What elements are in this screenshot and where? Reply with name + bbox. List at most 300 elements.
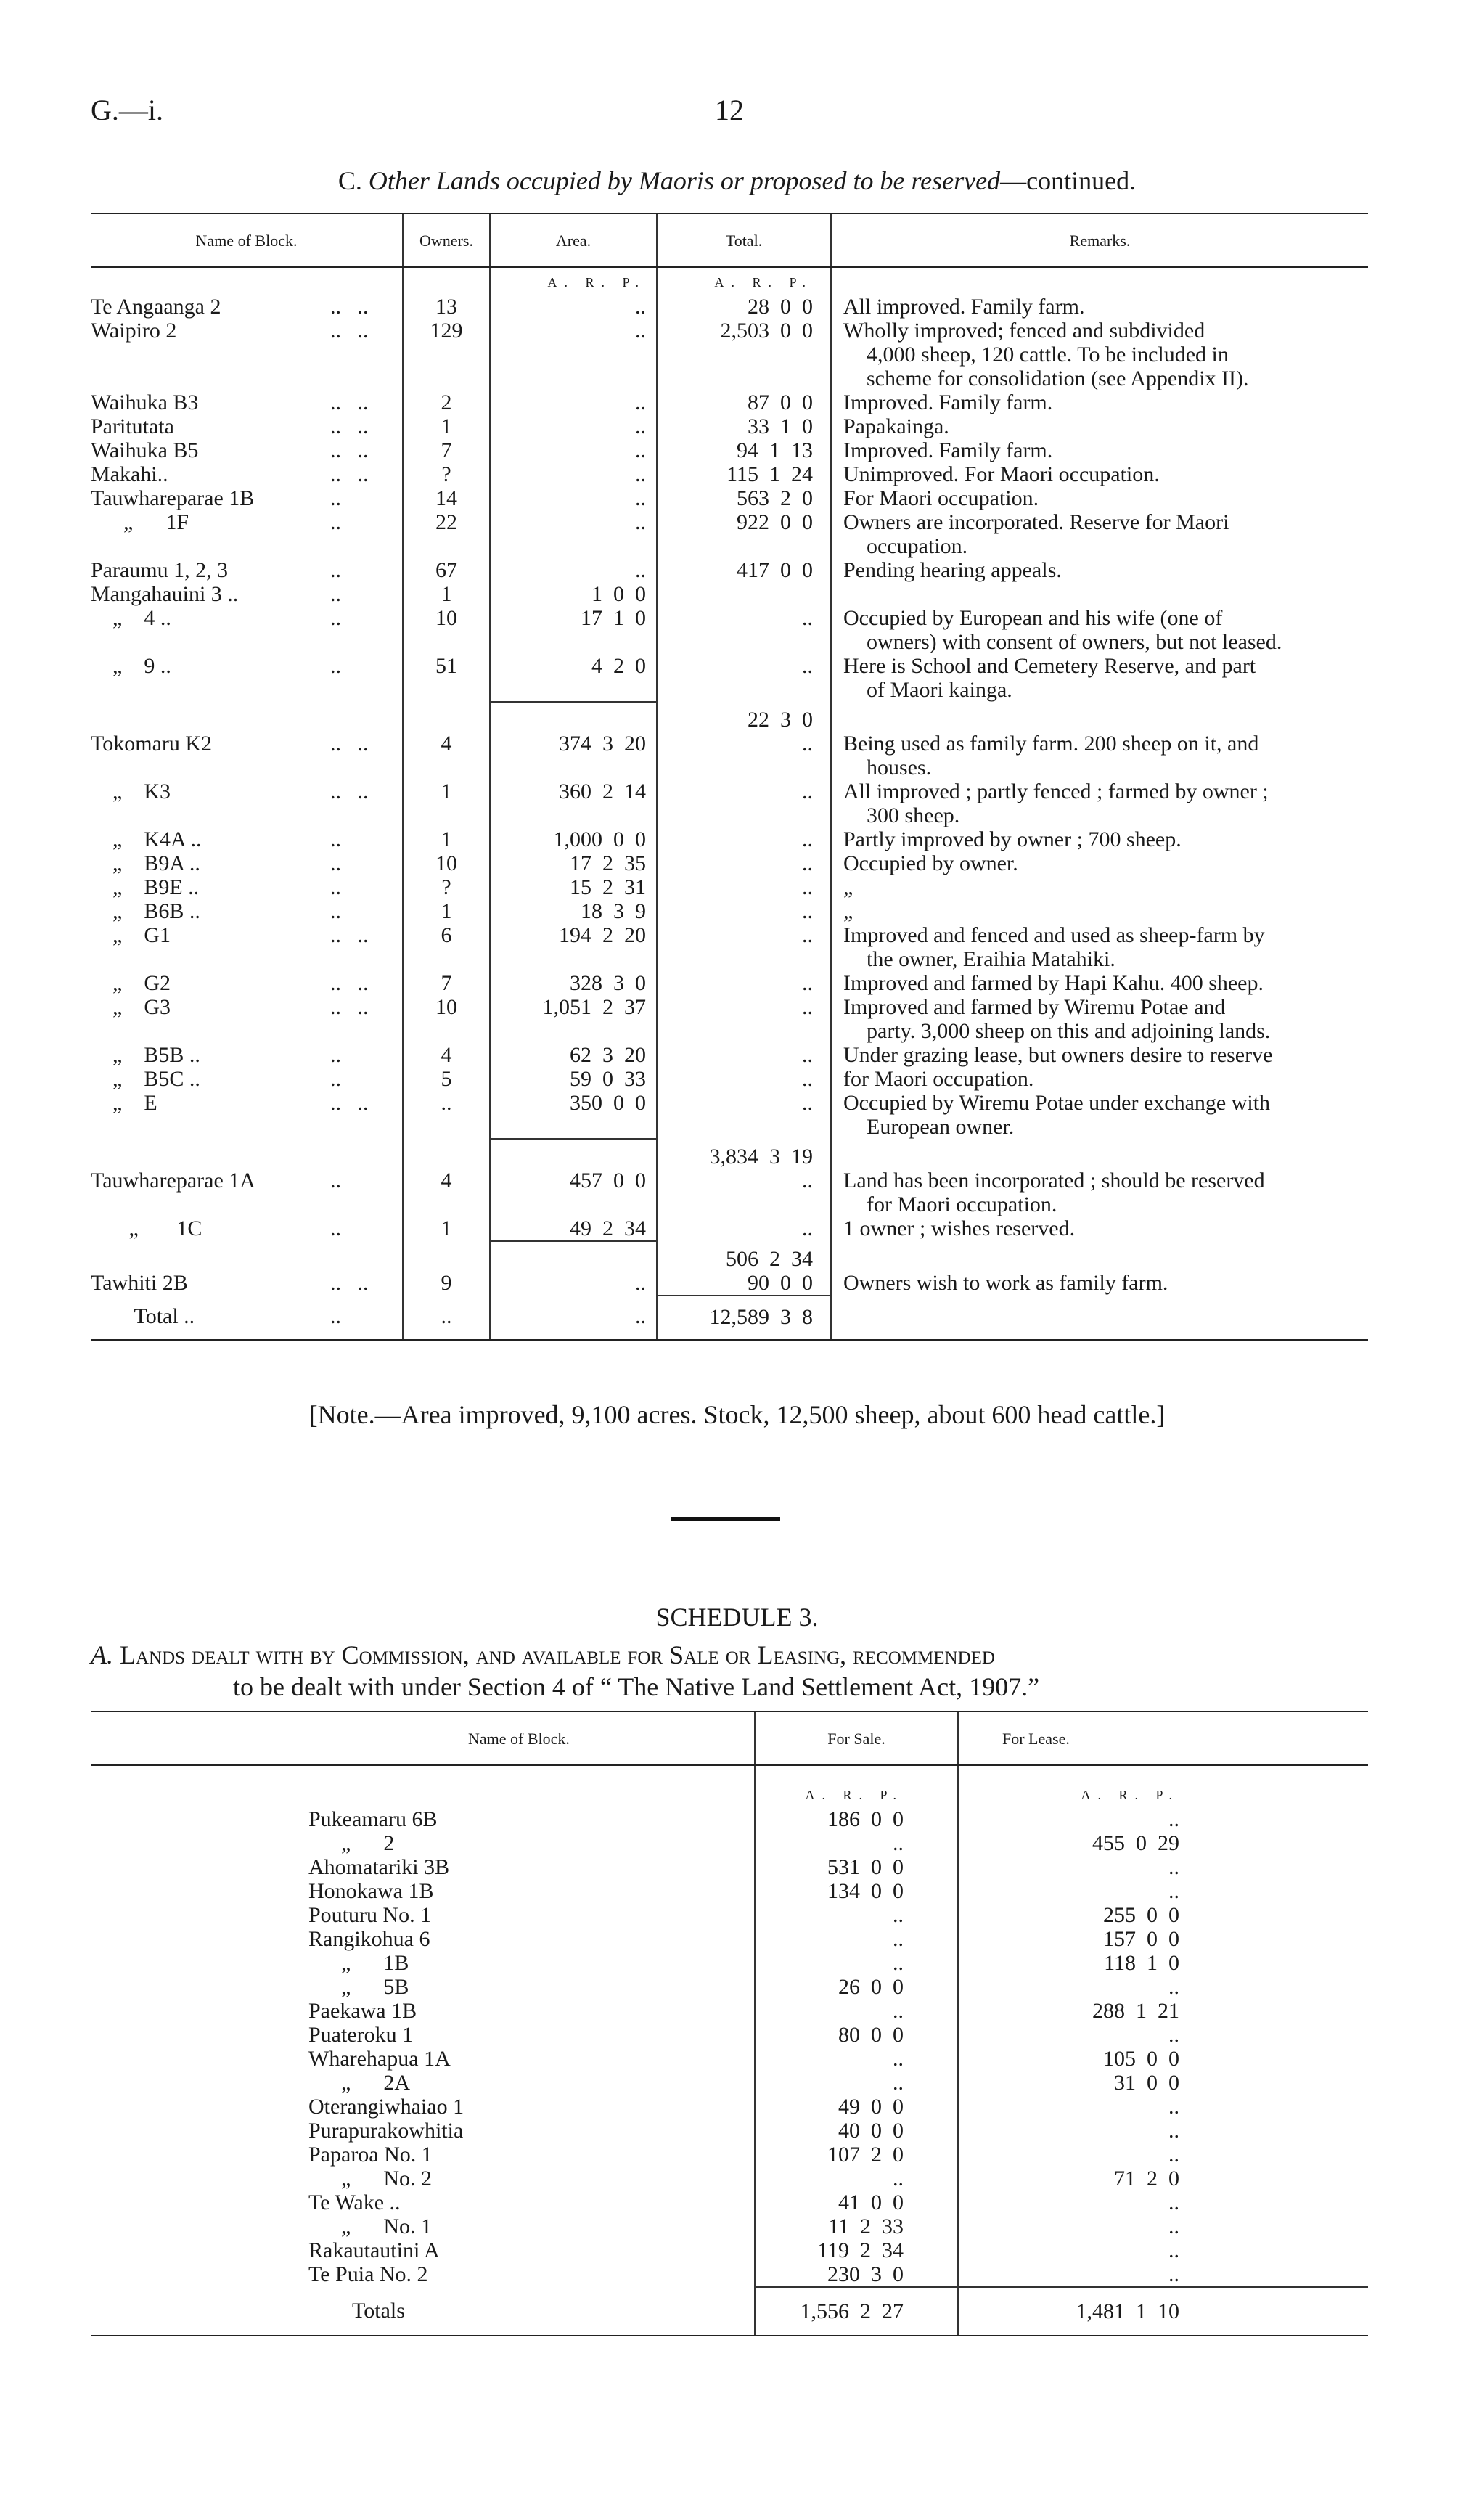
- leader-dots: ..: [330, 1067, 341, 1091]
- schedule-name-cell: [91, 1807, 755, 1831]
- schedule-name-cell: [91, 2095, 755, 2119]
- remarks-cell: [831, 1091, 1368, 1139]
- block-name: „ B6B ..: [91, 899, 200, 923]
- leader-dots: ..: [330, 1304, 341, 1328]
- schedule-name-cell: [91, 2262, 755, 2287]
- remarks-line: „: [843, 875, 853, 899]
- remarks-cell: [831, 1043, 1368, 1067]
- owners-cell: [403, 1241, 490, 1271]
- block-name: Tawhiti 2B: [91, 1271, 188, 1295]
- area-cell: ..: [490, 295, 657, 319]
- area-cell: ..: [490, 319, 657, 390]
- area-cell: 15 2 31: [490, 875, 657, 899]
- leader-dots: .. ..: [330, 414, 369, 438]
- area-cell: 1 0 0: [490, 582, 657, 606]
- remarks-line: 1 owner ; wishes reserved.: [843, 1216, 1076, 1240]
- block-name-cell: [91, 1139, 403, 1169]
- schedule-units-row: [91, 1765, 1368, 1807]
- sale-units: A. R. P.: [805, 1788, 904, 1802]
- schedule-title-letter: A.: [91, 1640, 113, 1669]
- block-name: „ B5B ..: [91, 1043, 200, 1067]
- block-name: Total ..: [91, 1304, 195, 1328]
- remarks-cell: [831, 390, 1368, 414]
- remarks-cell: [831, 654, 1368, 702]
- schedule-block-name: Paekawa 1B: [308, 1999, 417, 2023]
- area-cell: 18 3 9: [490, 899, 657, 923]
- leader-dots: ..: [330, 558, 341, 582]
- block-name-cell: [91, 702, 403, 732]
- total-cell: ..: [657, 995, 831, 1043]
- area-cell: ..: [490, 414, 657, 438]
- remarks-line: European owner.: [867, 1115, 1015, 1139]
- total-cell: 87 0 0: [657, 390, 831, 414]
- remarks-line: party. 3,000 sheep on this and adjoining lands.: [867, 1019, 1271, 1043]
- owners-cell: 10: [403, 851, 490, 875]
- leader-dots: ..: [330, 1216, 341, 1240]
- table1-row: [91, 1091, 1368, 1139]
- table1-row: [91, 510, 1368, 558]
- table1-row: [91, 486, 1368, 510]
- sale-cell: ..: [755, 1831, 958, 1855]
- remarks-cell: [831, 295, 1368, 319]
- table1-row: [91, 606, 1368, 654]
- area-cell: 17 1 0: [490, 606, 657, 654]
- sale-cell: ..: [755, 1927, 958, 1951]
- total-cell: 12,589 3 8: [657, 1296, 831, 1340]
- sale-cell: 230 3 0: [755, 2262, 958, 2287]
- schedule-row: [91, 2071, 1368, 2095]
- table1-row: [91, 390, 1368, 414]
- owners-cell: 1: [403, 582, 490, 606]
- schedule-block-name: Oterangiwhaiao 1: [308, 2095, 464, 2119]
- schedule-name-cell: [91, 2167, 755, 2190]
- remarks-line: houses.: [867, 756, 932, 780]
- leader-dots: .. ..: [330, 438, 369, 462]
- table1-row: [91, 414, 1368, 438]
- schedule-row: [91, 2262, 1368, 2287]
- total-cell: ..: [657, 1216, 831, 1241]
- area-cell: ..: [490, 558, 657, 582]
- block-name-cell: [91, 1296, 403, 1340]
- block-name: Mangahauini 3 ..: [91, 582, 239, 606]
- remarks-line: Occupied by Wiremu Potae under exchange with: [843, 1091, 1271, 1115]
- remarks-line: Owners wish to work as family farm.: [843, 1271, 1168, 1295]
- schedule-name-cell: [91, 1951, 755, 1975]
- owners-cell: 4: [403, 732, 490, 780]
- schedule-block-name: „ 2: [308, 1831, 395, 1855]
- owners-cell: [403, 702, 490, 732]
- owners-cell: 7: [403, 971, 490, 995]
- table1-header-row: [91, 213, 1368, 267]
- lease-units: A. R. P.: [1081, 1788, 1179, 1802]
- col-header-owners: Owners.: [403, 213, 490, 267]
- block-name-cell: [91, 899, 403, 923]
- table1-subtotal-row: [91, 1241, 1368, 1271]
- block-name: Paritutata: [91, 414, 174, 438]
- schedule-row: [91, 2143, 1368, 2167]
- section-code: G.—i.: [91, 94, 163, 126]
- table1-row: [91, 558, 1368, 582]
- block-name-cell: [91, 295, 403, 319]
- owners-cell: 4: [403, 1043, 490, 1067]
- schedule-table: [91, 1711, 1368, 2336]
- owners-cell: 14: [403, 486, 490, 510]
- table1-title-tail: —continued.: [1000, 166, 1137, 195]
- block-name-cell: [91, 995, 403, 1043]
- sale-cell: 1,556 2 27: [755, 2287, 958, 2336]
- lease-cell: ..: [958, 2119, 1368, 2143]
- block-name-cell: [91, 414, 403, 438]
- col-header-total: Total.: [657, 213, 831, 267]
- block-name-cell: [91, 510, 403, 558]
- leader-dots: ..: [330, 486, 341, 510]
- block-name: „ B9E ..: [91, 875, 200, 899]
- total-cell: ..: [657, 1169, 831, 1216]
- sale-cell: 40 0 0: [755, 2119, 958, 2143]
- col-header-lease: For Lease.: [958, 1711, 1368, 1765]
- note: [Note.—Area improved, 9,100 acres. Stock, 12,500 sheep, about 600 head cattle.]: [308, 1400, 1166, 1429]
- lease-cell: ..: [958, 1879, 1368, 1903]
- remarks-cell: [831, 606, 1368, 654]
- leader-dots: .. ..: [330, 971, 369, 995]
- table1-row: [91, 995, 1368, 1043]
- total-cell: 94 1 13: [657, 438, 831, 462]
- leader-dots: .. ..: [330, 1091, 369, 1115]
- table1-total-row: [91, 1296, 1368, 1340]
- schedule-name-cell: [91, 2190, 755, 2214]
- remarks-cell: [831, 732, 1368, 780]
- block-name-cell: [91, 1067, 403, 1091]
- remarks-cell: [831, 1139, 1368, 1169]
- schedule-title-line2: to be dealt with under Section 4 of “ The Native Land Settlement Act, 1907.”: [233, 1672, 1040, 1701]
- owners-cell: ?: [403, 875, 490, 899]
- lease-cell: ..: [958, 2214, 1368, 2238]
- area-cell: [490, 1241, 657, 1271]
- block-name: Waipiro 2: [91, 319, 177, 343]
- sale-cell: 119 2 34: [755, 2238, 958, 2262]
- schedule-row: [91, 1999, 1368, 2023]
- area-cell: [490, 1139, 657, 1169]
- owners-cell: 22: [403, 510, 490, 558]
- leader-dots: .. ..: [330, 295, 369, 319]
- sale-cell: 531 0 0: [755, 1855, 958, 1879]
- owners-cell: ?: [403, 462, 490, 486]
- schedule-block-name: „ No. 1: [308, 2214, 432, 2238]
- schedule-row: [91, 2167, 1368, 2190]
- schedule-row: [91, 2023, 1368, 2047]
- schedule-name-cell: [91, 1927, 755, 1951]
- remarks-cell: [831, 1067, 1368, 1091]
- schedule-name-cell: [91, 2214, 755, 2238]
- remarks-cell: [831, 702, 1368, 732]
- remarks-cell: [831, 995, 1368, 1043]
- total-units: A. R. P.: [714, 275, 813, 290]
- schedule-name-cell: [91, 1855, 755, 1879]
- area-cell: 328 3 0: [490, 971, 657, 995]
- total-cell: ..: [657, 732, 831, 780]
- table1-row: [91, 654, 1368, 702]
- leader-dots: .. ..: [330, 995, 369, 1019]
- sale-cell: ..: [755, 2167, 958, 2190]
- block-name: Waihuka B3: [91, 390, 199, 414]
- schedule-block-name: Paparoa No. 1: [308, 2143, 433, 2167]
- block-name: „ G2: [91, 971, 171, 995]
- lease-cell: ..: [958, 2190, 1368, 2214]
- lease-cell: 455 0 29: [958, 1831, 1368, 1855]
- sale-cell: 49 0 0: [755, 2095, 958, 2119]
- owners-cell: 2: [403, 390, 490, 414]
- remarks-line: All improved. Family farm.: [843, 295, 1085, 319]
- remarks-line: Owners are incorporated. Reserve for Maori: [843, 510, 1229, 534]
- table1-row: [91, 971, 1368, 995]
- leader-dots: .. ..: [330, 732, 369, 756]
- lease-cell: ..: [958, 1975, 1368, 1999]
- col-header-remarks: Remarks.: [831, 213, 1368, 267]
- remarks-cell: [831, 923, 1368, 971]
- schedule-name-cell: [91, 1903, 755, 1927]
- area-cell: 194 2 20: [490, 923, 657, 971]
- total-cell: 2,503 0 0: [657, 319, 831, 390]
- owners-cell: 1: [403, 414, 490, 438]
- leader-dots: ..: [330, 582, 341, 606]
- area-cell: 457 0 0: [490, 1169, 657, 1216]
- total-cell: 90 0 0: [657, 1271, 831, 1296]
- table1-subtotal-row: [91, 702, 1368, 732]
- lease-cell: 105 0 0: [958, 2047, 1368, 2071]
- block-name: Makahi..: [91, 462, 168, 486]
- sale-cell: 80 0 0: [755, 2023, 958, 2047]
- schedule-row: [91, 1807, 1368, 1831]
- remarks-line: Occupied by European and his wife (one of: [843, 606, 1223, 630]
- schedule-block-name: Totals: [352, 2299, 405, 2323]
- lease-cell: 71 2 0: [958, 2167, 1368, 2190]
- block-name-cell: [91, 654, 403, 702]
- col-header-area: Area.: [490, 213, 657, 267]
- remarks-cell: [831, 558, 1368, 582]
- table1-row: [91, 875, 1368, 899]
- total-cell: ..: [657, 1091, 831, 1139]
- block-name: „ 1C: [91, 1216, 202, 1240]
- schedule-name-cell: [91, 2238, 755, 2262]
- table1-units-row: [91, 267, 1368, 295]
- remarks-cell: [831, 851, 1368, 875]
- table1-row: [91, 438, 1368, 462]
- remarks-line: Unimproved. For Maori occupation.: [843, 462, 1160, 486]
- owners-cell: 13: [403, 295, 490, 319]
- lease-cell: 1,481 1 10: [958, 2287, 1368, 2336]
- owners-cell: 5: [403, 1067, 490, 1091]
- sale-cell: ..: [755, 2071, 958, 2095]
- leader-dots: ..: [330, 827, 341, 851]
- section-divider: [671, 1517, 780, 1521]
- area-cell: 49 2 34: [490, 1216, 657, 1241]
- block-name-cell: [91, 558, 403, 582]
- remarks-line: Land has been incorporated ; should be reserved: [843, 1169, 1265, 1192]
- schedule-row: [91, 1879, 1368, 1903]
- block-name-cell: [91, 582, 403, 606]
- remarks-cell: [831, 899, 1368, 923]
- schedule-title-line1: Lands dealt with by Commission, and available for Sale or Leasing, recommended: [120, 1640, 995, 1669]
- block-name: Tokomaru K2: [91, 732, 213, 756]
- block-name-cell: [91, 1216, 403, 1241]
- total-cell: ..: [657, 827, 831, 851]
- lease-cell: ..: [958, 2095, 1368, 2119]
- remarks-line: Improved. Family farm.: [843, 390, 1053, 414]
- schedule-block-name: „ 5B: [308, 1975, 409, 1999]
- total-cell: 563 2 0: [657, 486, 831, 510]
- remarks-cell: [831, 462, 1368, 486]
- remarks-line: Here is School and Cemetery Reserve, and part: [843, 654, 1256, 678]
- schedule-row: [91, 1903, 1368, 1927]
- owners-cell: 1: [403, 1216, 490, 1241]
- remarks-cell: [831, 414, 1368, 438]
- schedule-row: [91, 1831, 1368, 1855]
- schedule-name-cell: [91, 2143, 755, 2167]
- remarks-line: „: [843, 899, 853, 923]
- schedule-row: [91, 2047, 1368, 2071]
- block-name: Waihuka B5: [91, 438, 199, 462]
- block-name: „ B9A ..: [91, 851, 200, 875]
- table1-row: [91, 732, 1368, 780]
- owners-cell: 7: [403, 438, 490, 462]
- area-cell: 4 2 0: [490, 654, 657, 702]
- area-cell: 360 2 14: [490, 780, 657, 827]
- block-name: „ 9 ..: [91, 654, 171, 678]
- block-name-cell: [91, 1091, 403, 1139]
- total-cell: 506 2 34: [657, 1241, 831, 1271]
- area-cell: 1,051 2 37: [490, 995, 657, 1043]
- schedule-row: [91, 2095, 1368, 2119]
- schedule-name-cell: [91, 1879, 755, 1903]
- block-name: Tauwhareparae 1A: [91, 1169, 255, 1192]
- lease-cell: 157 0 0: [958, 1927, 1368, 1951]
- block-name-cell: [91, 732, 403, 780]
- remarks-line: Being used as family farm. 200 sheep on it, and: [843, 732, 1259, 756]
- schedule-block-name: Purapurakowhitia: [308, 2119, 464, 2143]
- remarks-cell: [831, 1216, 1368, 1241]
- area-cell: 1,000 0 0: [490, 827, 657, 851]
- remarks-line: Wholly improved; fenced and subdivided: [843, 319, 1205, 343]
- schedule-name-cell: [91, 2047, 755, 2071]
- schedule-row: [91, 2190, 1368, 2214]
- area-cell: 17 2 35: [490, 851, 657, 875]
- sale-cell: 134 0 0: [755, 1879, 958, 1903]
- area-units: A. R. P.: [547, 275, 646, 290]
- schedule-header-row: [91, 1711, 1368, 1765]
- remarks-cell: [831, 780, 1368, 827]
- schedule-row: [91, 1951, 1368, 1975]
- remarks-line: Occupied by owner.: [843, 851, 1018, 875]
- block-name: „ G1: [91, 923, 171, 947]
- block-name-cell: [91, 780, 403, 827]
- remarks-line: for Maori occupation.: [867, 1192, 1057, 1216]
- sale-cell: 186 0 0: [755, 1807, 958, 1831]
- block-name: „ E: [91, 1091, 157, 1115]
- table1-row: [91, 319, 1368, 390]
- block-name-cell: [91, 1241, 403, 1271]
- block-name-cell: [91, 875, 403, 899]
- remarks-line: All improved ; partly fenced ; farmed by owner ;: [843, 780, 1269, 803]
- remarks-line: the owner, Eraihia Matahiki.: [867, 947, 1115, 971]
- total-cell: ..: [657, 1043, 831, 1067]
- col-header-name: Name of Block.: [91, 213, 403, 267]
- table1-row: [91, 1271, 1368, 1296]
- table1-subtotal-row: [91, 1139, 1368, 1169]
- sale-cell: 41 0 0: [755, 2190, 958, 2214]
- leader-dots: .. ..: [330, 462, 369, 486]
- area-cell: 374 3 20: [490, 732, 657, 780]
- total-cell: [657, 582, 831, 606]
- remarks-cell: [831, 875, 1368, 899]
- schedule-name-cell: [91, 2071, 755, 2095]
- schedule-row: [91, 2214, 1368, 2238]
- schedule-body: [91, 1765, 1368, 2336]
- block-name-cell: [91, 1169, 403, 1216]
- schedule-heading: SCHEDULE 3.: [655, 1603, 819, 1632]
- schedule-name-cell: [91, 2287, 755, 2336]
- owners-cell: 1: [403, 899, 490, 923]
- total-cell: 3,834 3 19: [657, 1139, 831, 1169]
- remarks-cell: [831, 486, 1368, 510]
- lease-cell: ..: [958, 2262, 1368, 2287]
- remarks-cell: [831, 1241, 1368, 1271]
- area-cell: ..: [490, 390, 657, 414]
- block-name: „ 1F: [91, 510, 189, 534]
- sale-cell: ..: [755, 1999, 958, 2023]
- schedule-row: [91, 1927, 1368, 1951]
- sale-cell: ..: [755, 1951, 958, 1975]
- owners-cell: 1: [403, 827, 490, 851]
- lease-cell: ..: [958, 2023, 1368, 2047]
- block-name: Te Angaanga 2: [91, 295, 221, 319]
- total-cell: 22 3 0: [657, 702, 831, 732]
- table1-row: [91, 780, 1368, 827]
- schedule-block-name: Pouturu No. 1: [308, 1903, 432, 1927]
- schedule-name-cell: [91, 2119, 755, 2143]
- table1-row: [91, 827, 1368, 851]
- table1-title: [0, 165, 1474, 196]
- block-name: „ K3: [91, 780, 171, 803]
- remarks-cell: [831, 1169, 1368, 1216]
- table1-title-text: Other Lands occupied by Maoris or proposed to be reserved: [368, 166, 1001, 195]
- remarks-line: Improved and farmed by Hapi Kahu. 400 sheep.: [843, 971, 1264, 995]
- page-number: 12: [715, 94, 744, 126]
- col-header-block: Name of Block.: [91, 1711, 755, 1765]
- total-cell: ..: [657, 780, 831, 827]
- remarks-line: occupation.: [867, 534, 968, 558]
- owners-cell: 4: [403, 1169, 490, 1216]
- schedule-row: [91, 1855, 1368, 1879]
- leader-dots: .. ..: [330, 923, 369, 947]
- remarks-line: scheme for consolidation (see Appendix II).: [867, 367, 1249, 390]
- table1-row: [91, 1067, 1368, 1091]
- schedule-block-name: Pukeamaru 6B: [308, 1807, 438, 1831]
- leader-dots: ..: [330, 1169, 341, 1192]
- remarks-line: Under grazing lease, but owners desire to reserve: [843, 1043, 1273, 1067]
- schedule-row: [91, 2119, 1368, 2143]
- block-name-cell: [91, 462, 403, 486]
- block-name-cell: [91, 438, 403, 462]
- remarks-line: Partly improved by owner ; 700 sheep.: [843, 827, 1182, 851]
- lease-cell: 288 1 21: [958, 1999, 1368, 2023]
- area-cell: ..: [490, 1271, 657, 1296]
- area-cell: 62 3 20: [490, 1043, 657, 1067]
- schedule-name-cell: [91, 2023, 755, 2047]
- block-name-cell: [91, 486, 403, 510]
- leader-dots: ..: [330, 654, 341, 678]
- lease-cell: 31 0 0: [958, 2071, 1368, 2095]
- remarks-cell: [831, 510, 1368, 558]
